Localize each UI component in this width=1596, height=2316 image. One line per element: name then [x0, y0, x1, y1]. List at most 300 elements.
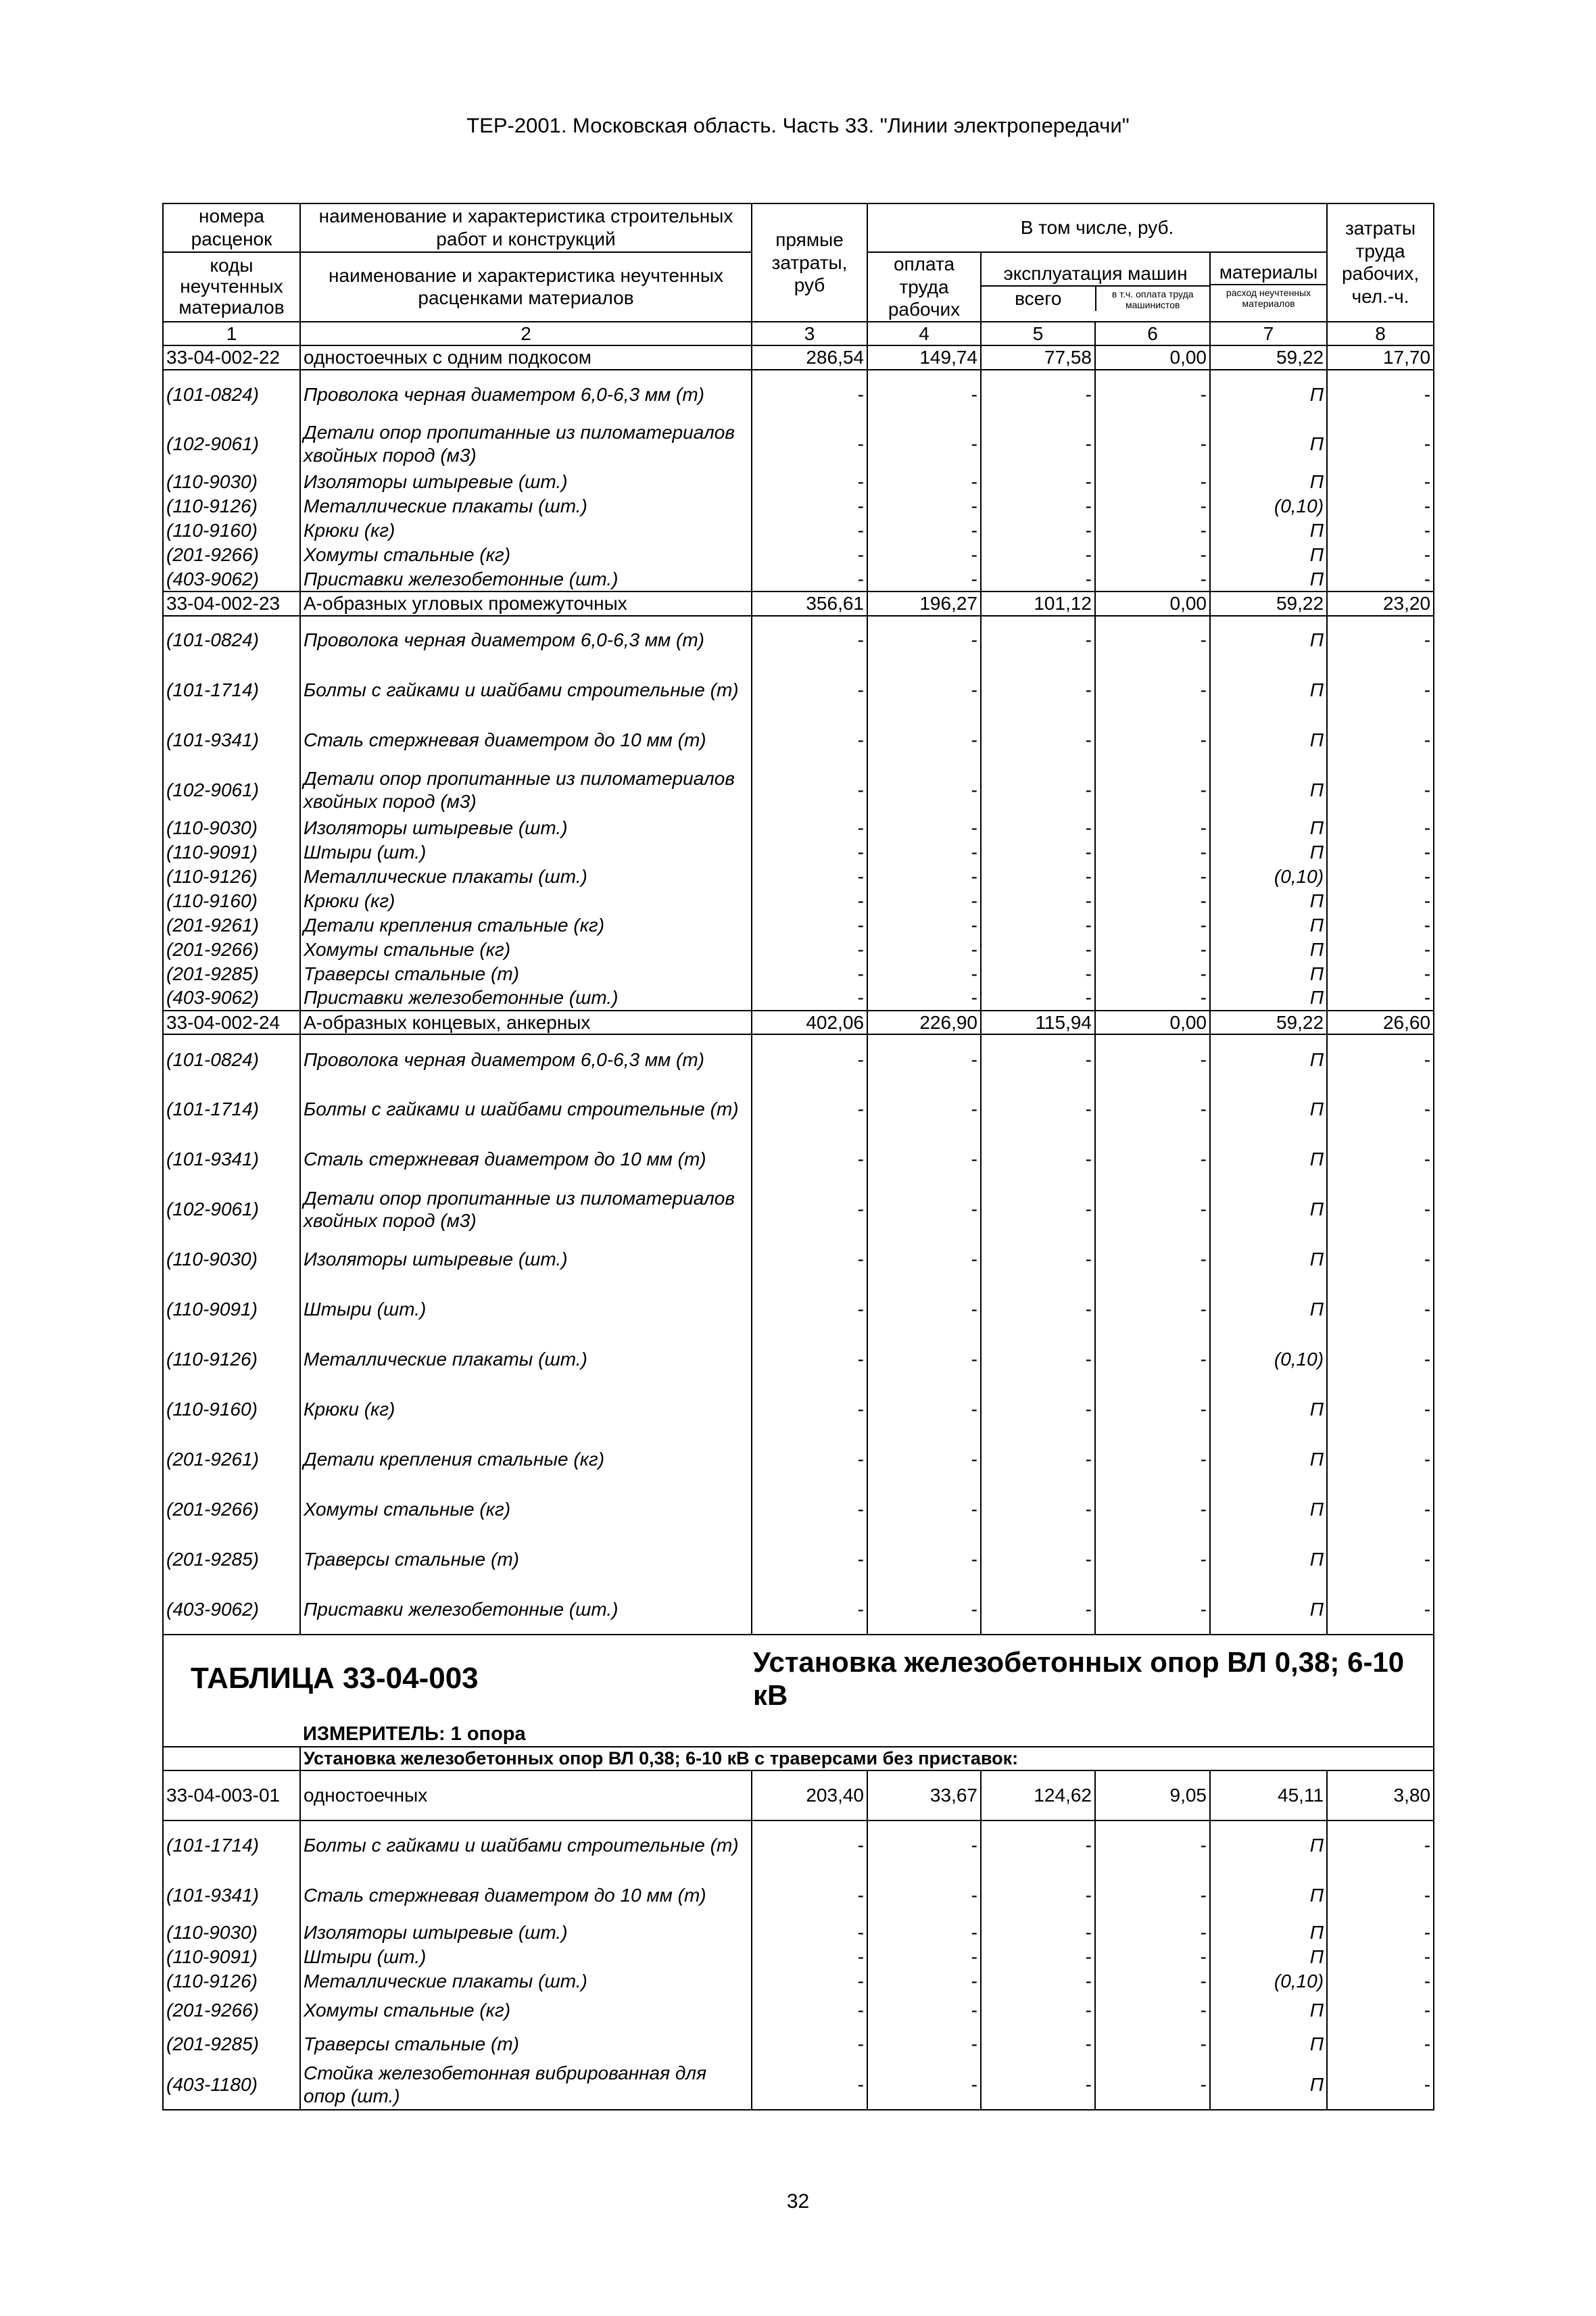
- material-value: -: [867, 494, 981, 518]
- material-name: Сталь стержневая диаметром до 10 мм (т): [300, 716, 752, 765]
- material-value: -: [1327, 1134, 1434, 1184]
- material-code: (201-9285): [163, 2027, 300, 2061]
- material-value: -: [1327, 1334, 1434, 1384]
- material-value: -: [981, 1034, 1095, 1084]
- col-operators-wages-header: в т.ч. оплата труда машинистов: [1111, 289, 1194, 310]
- material-value: (0,10): [1210, 865, 1327, 889]
- material-value: -: [1327, 816, 1434, 840]
- material-row: [163, 1820, 1434, 1871]
- material-row: [163, 1485, 1434, 1535]
- material-value: -: [867, 1034, 981, 1084]
- material-name: Стойка железобетонная вибрированная для опор (шт.): [300, 2061, 752, 2110]
- material-value: -: [867, 1485, 981, 1535]
- material-value: -: [752, 494, 867, 518]
- material-value: -: [867, 1184, 981, 1234]
- material-value: -: [867, 665, 981, 716]
- material-value: -: [1095, 1284, 1210, 1334]
- col-number: 3: [752, 322, 867, 346]
- material-value: -: [981, 1945, 1095, 1969]
- material-value: П: [1210, 1384, 1327, 1434]
- rate-block: [163, 345, 1434, 592]
- material-value: П: [1210, 1485, 1327, 1535]
- rate-value: 26,60: [1327, 1011, 1434, 1035]
- material-row: [163, 1334, 1434, 1384]
- col-materials-header: материалы: [1211, 261, 1326, 285]
- material-code: (201-9266): [163, 938, 300, 962]
- material-row: [163, 840, 1434, 865]
- material-value: -: [867, 470, 981, 494]
- material-row: [163, 1084, 1434, 1134]
- material-name: Детали опор пропитанные из пиломатериалов хвойных пород (м3): [300, 1184, 752, 1234]
- material-value: П: [1210, 938, 1327, 962]
- col-number: 6: [1095, 322, 1210, 346]
- material-value: П: [1210, 418, 1327, 470]
- material-code: (110-9160): [163, 889, 300, 913]
- material-value: -: [1327, 494, 1434, 518]
- material-value: -: [981, 765, 1095, 816]
- col-number: 1: [163, 322, 300, 346]
- material-code: (110-9091): [163, 840, 300, 865]
- material-value: -: [1327, 1184, 1434, 1234]
- material-value: -: [1327, 938, 1434, 962]
- material-value: -: [1327, 1384, 1434, 1434]
- material-name: Хомуты стальные (кг): [300, 1485, 752, 1535]
- material-value: -: [981, 1134, 1095, 1184]
- material-value: -: [867, 1284, 981, 1334]
- material-value: -: [1327, 1945, 1434, 1969]
- material-value: -: [1095, 913, 1210, 938]
- col-number: 4: [867, 322, 981, 346]
- material-value: -: [1095, 2027, 1210, 2061]
- material-value: -: [1327, 2027, 1434, 2061]
- material-value: -: [1095, 765, 1210, 816]
- material-value: -: [981, 494, 1095, 518]
- rate-name: А-образных концевых, анкерных: [300, 1011, 752, 1035]
- material-value: -: [1095, 1535, 1210, 1585]
- material-value: -: [752, 2061, 867, 2110]
- material-value: -: [867, 1994, 981, 2027]
- material-row: [163, 1134, 1434, 1184]
- material-code: (101-9341): [163, 1871, 300, 1921]
- material-name: Детали опор пропитанные из пиломатериалов хвойных пород (м3): [300, 418, 752, 470]
- material-name: Штыри (шт.): [300, 1945, 752, 1969]
- material-value: -: [1095, 2061, 1210, 2110]
- col-material-name-header: наименование и характеристика неучтенных расценками материалов: [300, 252, 752, 322]
- rate-code: 33-04-003-01: [163, 1770, 300, 1820]
- rate-value: 203,40: [752, 1770, 867, 1820]
- material-value: -: [867, 816, 981, 840]
- rate-block: [163, 1011, 1434, 1635]
- material-value: -: [752, 1134, 867, 1184]
- rate-value: 115,94: [981, 1011, 1095, 1035]
- material-value: -: [1095, 1871, 1210, 1921]
- rate-value: 226,90: [867, 1011, 981, 1035]
- material-value: -: [1095, 616, 1210, 665]
- material-value: -: [867, 418, 981, 470]
- material-row: [163, 518, 1434, 543]
- rate-value: 0,00: [1095, 345, 1210, 370]
- material-value: -: [867, 2061, 981, 2110]
- material-value: -: [1327, 1034, 1434, 1084]
- material-name: Металлические плакаты (шт.): [300, 494, 752, 518]
- material-value: -: [981, 1994, 1095, 2027]
- material-name: Штыри (шт.): [300, 1284, 752, 1334]
- material-value: -: [981, 716, 1095, 765]
- material-row: [163, 765, 1434, 816]
- material-value: -: [1327, 889, 1434, 913]
- material-value: -: [752, 665, 867, 716]
- material-row: [163, 665, 1434, 716]
- material-value: -: [1095, 494, 1210, 518]
- material-row: [163, 1234, 1434, 1284]
- material-value: -: [867, 1334, 981, 1384]
- material-value: -: [1095, 1994, 1210, 2027]
- material-value: -: [1327, 370, 1434, 418]
- material-value: -: [752, 889, 867, 913]
- material-value: П: [1210, 716, 1327, 765]
- material-code: (403-9062): [163, 567, 300, 592]
- col-number: 5: [981, 322, 1095, 346]
- material-code: (110-9030): [163, 470, 300, 494]
- rate-code: 33-04-002-22: [163, 345, 300, 370]
- rate-value: 0,00: [1095, 592, 1210, 616]
- material-name: Металлические плакаты (шт.): [300, 865, 752, 889]
- material-value: -: [1327, 1084, 1434, 1134]
- material-value: -: [1327, 1284, 1434, 1334]
- material-value: -: [1327, 616, 1434, 665]
- rate-name: одностоечных: [300, 1770, 752, 1820]
- material-value: -: [1095, 1585, 1210, 1635]
- material-value: -: [1095, 1945, 1210, 1969]
- material-value: -: [1095, 1234, 1210, 1284]
- material-value: -: [867, 1820, 981, 1871]
- material-name: Траверсы стальные (т): [300, 2027, 752, 2061]
- rate-value: 149,74: [867, 345, 981, 370]
- material-value: -: [1095, 840, 1210, 865]
- material-value: -: [1095, 1134, 1210, 1184]
- material-value: -: [1327, 1969, 1434, 1994]
- rate-value: 33,67: [867, 1770, 981, 1820]
- rate-value: 77,58: [981, 345, 1095, 370]
- material-value: -: [1095, 962, 1210, 986]
- rate-code: 33-04-002-23: [163, 592, 300, 616]
- col-numbers-row: [163, 322, 1434, 346]
- material-value: -: [1095, 1969, 1210, 1994]
- material-value: -: [981, 1820, 1095, 1871]
- material-value: -: [981, 1921, 1095, 1945]
- material-value: -: [752, 1034, 867, 1084]
- material-name: Проволока черная диаметром 6,0-6,3 мм (т): [300, 616, 752, 665]
- material-value: П: [1210, 1184, 1327, 1234]
- material-code: (102-9061): [163, 418, 300, 470]
- material-value: -: [752, 1945, 867, 1969]
- material-value: -: [867, 543, 981, 567]
- material-value: -: [981, 1234, 1095, 1284]
- material-value: П: [1210, 913, 1327, 938]
- material-value: -: [981, 1434, 1095, 1485]
- material-code: (110-9030): [163, 816, 300, 840]
- rate-code: 33-04-002-24: [163, 1011, 300, 1035]
- material-value: -: [981, 865, 1095, 889]
- material-value: -: [1095, 1384, 1210, 1434]
- material-value: -: [752, 938, 867, 962]
- material-value: -: [1327, 418, 1434, 470]
- material-value: -: [752, 418, 867, 470]
- material-value: П: [1210, 1535, 1327, 1585]
- material-name: Хомуты стальные (кг): [300, 1994, 752, 2027]
- material-value: П: [1210, 543, 1327, 567]
- rate-value: 101,12: [981, 592, 1095, 616]
- rate-name: А-образных угловых промежуточных: [300, 592, 752, 616]
- material-row: [163, 1384, 1434, 1434]
- material-value: -: [867, 616, 981, 665]
- col-unaccounted-materials-header: расход неучтенных материалов: [1226, 287, 1311, 309]
- material-row: [163, 418, 1434, 470]
- material-value: -: [981, 370, 1095, 418]
- material-value: -: [1327, 986, 1434, 1011]
- material-value: -: [752, 370, 867, 418]
- material-value: -: [1095, 1485, 1210, 1535]
- material-value: -: [981, 913, 1095, 938]
- material-value: П: [1210, 1585, 1327, 1635]
- material-row: [163, 1034, 1434, 1084]
- material-value: -: [867, 1084, 981, 1134]
- material-value: -: [1327, 1434, 1434, 1485]
- material-name: Хомуты стальные (кг): [300, 938, 752, 962]
- material-value: -: [1327, 1994, 1434, 2027]
- col-number: 2: [300, 322, 752, 346]
- material-row: [163, 1994, 1434, 2027]
- material-value: -: [1327, 765, 1434, 816]
- material-value: -: [981, 840, 1095, 865]
- material-value: -: [752, 567, 867, 592]
- material-value: -: [981, 1184, 1095, 1234]
- rate-value: 0,00: [1095, 1011, 1210, 1035]
- material-row: [163, 889, 1434, 913]
- material-value: -: [752, 986, 867, 1011]
- col-direct-costs-header: прямые затраты, руб: [752, 203, 867, 322]
- material-row: [163, 1535, 1434, 1585]
- material-value: -: [1095, 418, 1210, 470]
- material-value: -: [867, 1585, 981, 1635]
- material-code: (110-9126): [163, 1969, 300, 1994]
- page-header: ТЕР-2001. Московская область. Часть 33. "Линии электропередачи": [466, 114, 1130, 137]
- material-code: (403-9062): [163, 986, 300, 1011]
- rate-value: 196,27: [867, 592, 981, 616]
- col-labor-header: затраты труда рабочих, чел.-ч.: [1327, 203, 1434, 322]
- material-value: -: [981, 665, 1095, 716]
- material-value: (0,10): [1210, 1969, 1327, 1994]
- section-title: Установка железобетонных опор ВЛ 0,38; 6-10 кВ: [752, 1635, 1434, 1722]
- material-value: -: [752, 1234, 867, 1284]
- rate-block: [163, 592, 1434, 1011]
- material-value: -: [1095, 938, 1210, 962]
- material-value: П: [1210, 470, 1327, 494]
- material-value: П: [1210, 1994, 1327, 2027]
- material-value: П: [1210, 616, 1327, 665]
- material-value: -: [752, 913, 867, 938]
- material-value: -: [1095, 986, 1210, 1011]
- rate-row: [163, 345, 1434, 370]
- material-value: -: [752, 1871, 867, 1921]
- material-value: -: [1095, 543, 1210, 567]
- table-header: [163, 203, 1434, 345]
- material-code: (201-9261): [163, 913, 300, 938]
- material-name: Изоляторы штыревые (шт.): [300, 1234, 752, 1284]
- material-code: (101-1714): [163, 1820, 300, 1871]
- material-code: (110-9030): [163, 1234, 300, 1284]
- material-code: (101-0824): [163, 370, 300, 418]
- material-value: -: [752, 840, 867, 865]
- material-row: [163, 913, 1434, 938]
- material-code: (101-0824): [163, 616, 300, 665]
- material-value: -: [867, 765, 981, 816]
- material-name: Проволока черная диаметром 6,0-6,3 мм (т): [300, 1034, 752, 1084]
- material-value: -: [867, 716, 981, 765]
- material-name: Сталь стержневая диаметром до 10 мм (т): [300, 1134, 752, 1184]
- material-value: П: [1210, 518, 1327, 543]
- material-code: (101-0824): [163, 1034, 300, 1084]
- material-value: -: [1095, 1434, 1210, 1485]
- material-row: [163, 816, 1434, 840]
- material-value: -: [1327, 1921, 1434, 1945]
- material-name: Изоляторы штыревые (шт.): [300, 816, 752, 840]
- material-value: -: [981, 1334, 1095, 1384]
- material-value: -: [981, 889, 1095, 913]
- material-value: -: [752, 1921, 867, 1945]
- material-row: [163, 1871, 1434, 1921]
- material-value: -: [981, 518, 1095, 543]
- material-value: -: [981, 1585, 1095, 1635]
- material-row: [163, 2027, 1434, 2061]
- material-value: -: [1095, 567, 1210, 592]
- material-value: -: [752, 962, 867, 986]
- material-row: [163, 962, 1434, 986]
- material-name: Детали крепления стальные (кг): [300, 1434, 752, 1485]
- material-code: (201-9266): [163, 543, 300, 567]
- material-value: -: [752, 1485, 867, 1535]
- material-name: Хомуты стальные (кг): [300, 543, 752, 567]
- rate-value: 23,20: [1327, 592, 1434, 616]
- material-name: Болты с гайками и шайбами строительные (т): [300, 1820, 752, 1871]
- material-row: [163, 1969, 1434, 1994]
- material-name: Болты с гайками и шайбами строительные (т): [300, 665, 752, 716]
- material-value: П: [1210, 1820, 1327, 1871]
- material-value: -: [1327, 962, 1434, 986]
- material-value: -: [752, 2027, 867, 2061]
- material-value: П: [1210, 665, 1327, 716]
- material-value: П: [1210, 765, 1327, 816]
- material-value: -: [1095, 865, 1210, 889]
- material-value: -: [981, 816, 1095, 840]
- material-code: (102-9061): [163, 765, 300, 816]
- col-name-header: наименование и характеристика строительных работ и конструкций: [300, 203, 752, 252]
- material-code: (201-9285): [163, 962, 300, 986]
- material-value: -: [981, 1969, 1095, 1994]
- rate-row: [163, 1770, 1434, 1820]
- material-value: -: [867, 986, 981, 1011]
- material-row: [163, 865, 1434, 889]
- material-value: -: [1327, 543, 1434, 567]
- material-value: -: [752, 1084, 867, 1134]
- material-value: -: [752, 1994, 867, 2027]
- material-value: -: [867, 1434, 981, 1485]
- material-value: -: [752, 1969, 867, 1994]
- material-value: -: [867, 1535, 981, 1585]
- material-value: -: [1095, 1034, 1210, 1084]
- material-value: П: [1210, 1034, 1327, 1084]
- material-row: [163, 470, 1434, 494]
- material-value: -: [752, 1284, 867, 1334]
- material-value: -: [1327, 1485, 1434, 1535]
- material-value: (0,10): [1210, 1334, 1327, 1384]
- col-code-header: номера расценок: [163, 203, 300, 252]
- material-value: -: [867, 1384, 981, 1434]
- material-value: -: [1095, 1820, 1210, 1871]
- rate-block: [163, 1770, 1434, 2110]
- material-value: -: [981, 616, 1095, 665]
- material-code: (101-1714): [163, 665, 300, 716]
- rate-value: 9,05: [1095, 1770, 1210, 1820]
- material-code: (110-9160): [163, 1384, 300, 1434]
- material-row: [163, 567, 1434, 592]
- material-value: П: [1210, 840, 1327, 865]
- material-value: П: [1210, 1284, 1327, 1334]
- material-value: -: [752, 716, 867, 765]
- rate-value: 17,70: [1327, 345, 1434, 370]
- material-code: (110-9126): [163, 865, 300, 889]
- material-code: (110-9160): [163, 518, 300, 543]
- material-name: Траверсы стальные (т): [300, 962, 752, 986]
- material-name: Проволока черная диаметром 6,0-6,3 мм (т): [300, 370, 752, 418]
- material-value: -: [1327, 2061, 1434, 2110]
- material-name: Металлические плакаты (шт.): [300, 1969, 752, 1994]
- material-value: -: [1327, 665, 1434, 716]
- material-value: -: [981, 1284, 1095, 1334]
- material-code: (110-9091): [163, 1284, 300, 1334]
- material-name: Детали крепления стальные (кг): [300, 913, 752, 938]
- material-row: [163, 986, 1434, 1011]
- rate-value: 402,06: [752, 1011, 867, 1035]
- material-code: (110-9091): [163, 1945, 300, 1969]
- material-value: -: [1095, 1084, 1210, 1134]
- material-value: -: [981, 2027, 1095, 2061]
- material-value: -: [1095, 816, 1210, 840]
- material-value: -: [981, 2061, 1095, 2110]
- material-value: -: [867, 889, 981, 913]
- col-wages-header: оплата труда рабочих: [867, 252, 981, 322]
- material-value: -: [981, 986, 1095, 1011]
- material-value: -: [867, 1871, 981, 1921]
- material-value: -: [981, 418, 1095, 470]
- material-value: -: [1327, 1585, 1434, 1635]
- material-value: -: [867, 1969, 981, 1994]
- material-value: -: [752, 1334, 867, 1384]
- material-value: -: [1327, 470, 1434, 494]
- material-name: Сталь стержневая диаметром до 10 мм (т): [300, 1871, 752, 1921]
- material-name: Приставки железобетонные (шт.): [300, 567, 752, 592]
- material-value: -: [1095, 370, 1210, 418]
- rate-value: 3,80: [1327, 1770, 1434, 1820]
- material-value: П: [1210, 370, 1327, 418]
- material-value: -: [867, 865, 981, 889]
- material-value: -: [981, 938, 1095, 962]
- material-row: [163, 2061, 1434, 2110]
- material-row: [163, 1434, 1434, 1485]
- material-value: -: [752, 470, 867, 494]
- rate-value: 286,54: [752, 345, 867, 370]
- material-value: П: [1210, 1921, 1327, 1945]
